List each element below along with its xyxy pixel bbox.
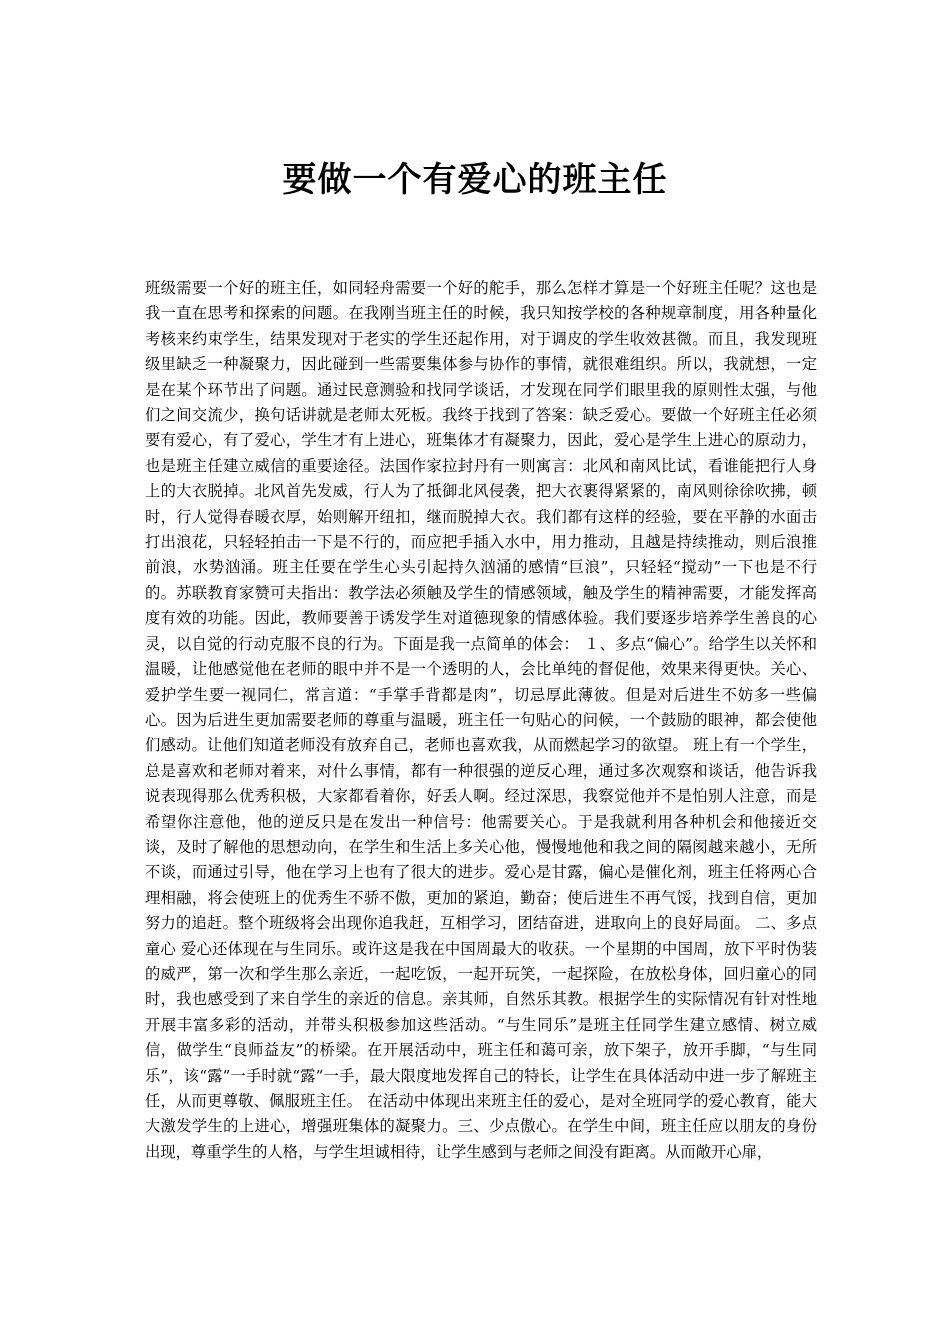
document-title: 要做一个有爱心的班主任: [282, 160, 668, 200]
document-body-paragraph: 班级需要一个好的班主任，如同轻舟需要一个好的舵手，那么怎样才算是一个好班主任呢？这也是我一直在思考和探索的问题。在我刚当班主任的时候，我只知按学校的各种规章制度，用各种量化考核来约束学生，结果发现对于老实的学生还起作用，对于调皮的学生收效甚微。而且，我发现班级里缺乏一种凝聚力，因此碰到一些需要集体参与协作的事情，就很难组织。所以，我就想，一定是在某个环节出了问题。通过民意测验和找同学谈话，才发现在同学们眼里我的原则性太强，与他们之间交流少，换句话讲就是老师太死板。我终于找到了答案：缺乏爱心。要做一个好班主任必须要有爱心，有了爱心，学生才有上进心，班集体才有凝聚力，因此，爱心是学生上进心的原动力，也是班主任建立威信的重要途径。法国作家拉封丹有一则寓言：北风和南风比试，看谁能把行人身上的大衣脱掉。北风首先发威，行人为了抵御北风侵袭，把大衣裹得紧紧的，南风则徐徐吹拂，顿时，行人觉得春暖衣厚，始则解开纽扣，继而脱掉大衣。我们都有这样的经验，要在平静的水面击打出浪花，只轻轻拍击一下是不行的，而应把手插入水中，用力推动，且越是持续推动，则后浪推前浪，水势汹涌。班主任要在学生心头引起持久汹涌的感情“巨浪”，只轻轻“搅动”一下也是不行的。苏联教育家赞可夫指出：教学法必须触及学生的情感领域，触及学生的精神需要，才能发挥高度有效的功能。因此，教师要善于诱发学生对道德现象的情感体验。我们要逐步培养学生善良的心灵，以自觉的行动克服不良的行为。下面是我一点简单的体会： １、多点“偏心”。给学生以关怀和温暖，让他感觉他在老师的眼中并不是一个透明的人，会比单纯的督促他，效果来得更快。关心、爱护学生要一视同仁，常言道：“手掌手背都是肉”，切忌厚此薄彼。但是对后进生不妨多一些偏心。因为后进生更加需要老师的尊重与温暖，班主任一句贴心的问候，一个鼓励的眼神，都会使他们感动。让他们知道老师没有放弃自己，老师也喜欢我，从而燃起学习的欲望。 班上有一个学生，总是喜欢和老师对着来，对什么事情，都有一种很强的逆反心理，通过多次观察和谈话，他告诉我说表现得那么优秀积极，大家都看着你，好丢人啊。经过深思，我察觉他并不是怕别人注意，而是希望你注意他，他的逆反只是在发出一种信号：他需要关心。于是我就利用各种机会和他接近交谈，及时了解他的思想动向，在学生和生活上多关心他，慢慢地他和我之间的隔阂越来越小，无所不谈，而通过引导，他在学习上也有了很大的进步。爱心是甘露，偏心是催化剂，班主任将两心合理相融，将会使班上的优秀生不骄不傲，更加的紧迫，勤奋；使后进生不再气馁，找到自信，更加努力的追赶。整个班级将会出现你追我赶，互相学习，团结奋进，进取向上的良好局面。 二、多点童心 爱心还体现在与生同乐。或许这是我在中国周最大的收获。一个星期的中国周，放下平时伪装的威严，第一次和学生那么亲近，一起吃饭，一起开玩笑，一起探险，在放松身体，回归童心的同时，我也感受到了来自学生的亲近的信息。亲其师，自然乐其教。根据学生的实际情况有针对性地开展丰富多彩的活动，并带头积极参加这些活动。“与生同乐”是班主任同学生建立感情、树立威信，做学生“良师益友”的桥梁。在开展活动中，班主任和蔼可亲，放下架子，放开手脚，“与生同乐”，该“露”一手时就“露”一手，最大限度地发挥自己的特长，让学生在具体活动中进一步了解班主任，从而更尊敬、佩服班主任。 在活动中体现出来班主任的爱心，是对全班同学的爱心教育，能大大激发学生的上进心，增强班集体的凝聚力。三、少点傲心。在学生中间，班主任应以朋友的身份出现，尊重学生的人格，与学生坦诚相待，让学生感到与老师之间没有距离。从而敞开心扉，: [145, 279, 817, 1161]
